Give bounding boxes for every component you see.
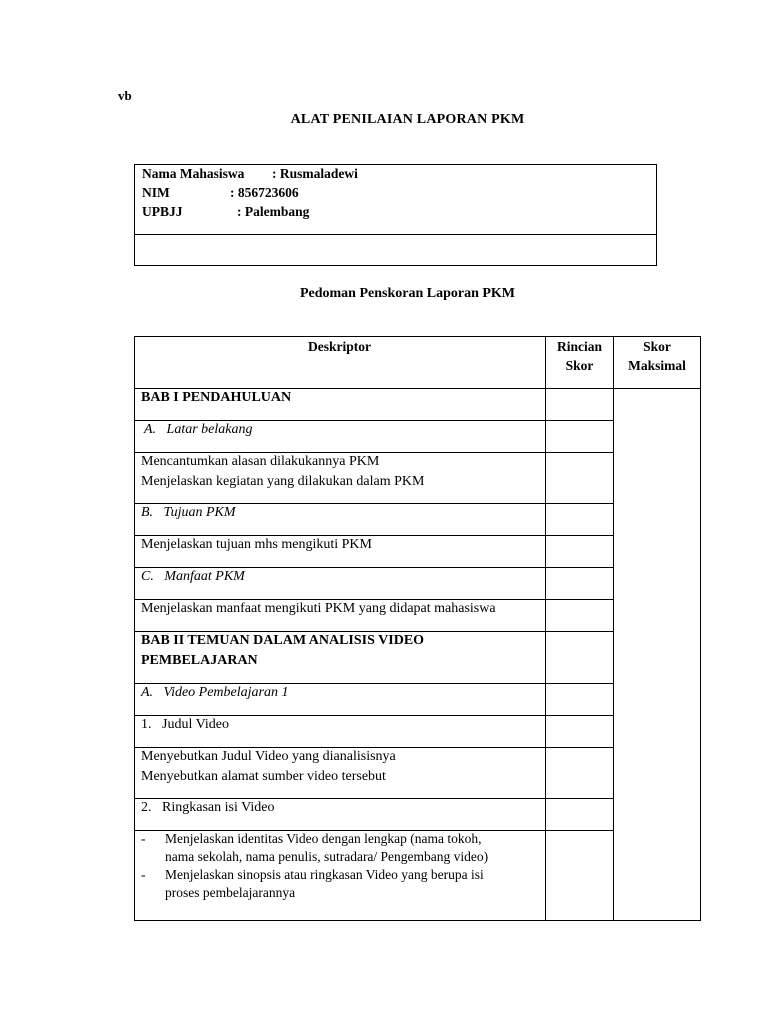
row-bab1: BAB I PENDAHULUAN — [141, 390, 292, 405]
row-video-pembelajaran: A. Video Pembelajaran 1 — [141, 685, 289, 700]
row-latar-item-2: Menjelaskan kegiatan yang dilakukan dalam PKM — [141, 474, 425, 489]
nim-label: NIM — [142, 185, 170, 200]
document-title: ALAT PENILAIAN LAPORAN PKM — [290, 112, 525, 127]
name-value: : Rusmaladewi — [272, 166, 358, 181]
scoring-table — [134, 336, 701, 921]
table-border-right — [700, 336, 701, 921]
row-ringkasan: 2. Ringkasan isi Video — [141, 800, 275, 815]
identity-box — [134, 164, 657, 266]
row-latar-belakang: A. Latar belakang — [144, 422, 253, 437]
nim-row — [142, 184, 299, 202]
bullet-dash: - — [141, 867, 146, 882]
column-divider-2 — [613, 336, 614, 921]
header-descriptor: Deskriptor — [308, 339, 371, 354]
table-border-left — [134, 336, 135, 921]
row-manfaat: C. Manfaat PKM — [141, 569, 245, 584]
upbjj-value: : Palembang — [237, 204, 310, 219]
row-ringkasan-item-2b: proses pembelajarannya — [165, 885, 296, 900]
row-ringkasan-item-1b: nama sekolah, nama penulis, sutradara/ Pengembang video) — [165, 849, 489, 864]
header-max-1: Skor — [643, 339, 671, 354]
name-label: Nama Mahasiswa — [142, 166, 245, 181]
header-max-2: Maksimal — [628, 358, 686, 373]
row-tujuan: B. Tujuan PKM — [141, 505, 236, 520]
section-subtitle: Pedoman Penskoran Laporan PKM — [299, 286, 516, 301]
column-divider-1 — [545, 336, 546, 921]
row-bab2-line2: PEMBELAJARAN — [141, 653, 258, 668]
identity-info — [135, 165, 656, 235]
row-manfaat-item: Menjelaskan manfaat mengikuti PKM yang didapat mahasiswa — [141, 601, 496, 616]
bullet-dash: - — [141, 831, 146, 846]
row-ringkasan-item-2a: Menjelaskan sinopsis atau ringkasan Video yang berupa isi — [165, 867, 484, 882]
corner-mark: vb — [118, 88, 132, 103]
upbjj-label: UPBJJ — [142, 204, 183, 219]
row-judul-video: 1. Judul Video — [141, 717, 229, 732]
upbjj-row — [142, 203, 309, 221]
row-ringkasan-item-1a: Menjelaskan identitas Video dengan lengkap (nama tokoh, — [165, 831, 482, 846]
row-tujuan-item: Menjelaskan tujuan mhs mengikuti PKM — [141, 537, 372, 552]
header-rincian-2: Skor — [565, 358, 594, 373]
row-judul-item-1: Menyebutkan Judul Video yang dianalisisnya — [141, 749, 396, 764]
nim-value: : 856723606 — [230, 185, 299, 200]
row-bab2-line1: BAB II TEMUAN DALAM ANALISIS VIDEO — [141, 633, 425, 648]
row-judul-item-2: Menyebutkan alamat sumber video tersebut — [141, 769, 386, 784]
row-latar-item-1: Mencantumkan alasan dilakukannya PKM — [141, 454, 380, 469]
table-border-bottom — [134, 920, 701, 921]
name-row — [142, 165, 358, 183]
header-rincian-1: Rincian — [556, 339, 602, 354]
